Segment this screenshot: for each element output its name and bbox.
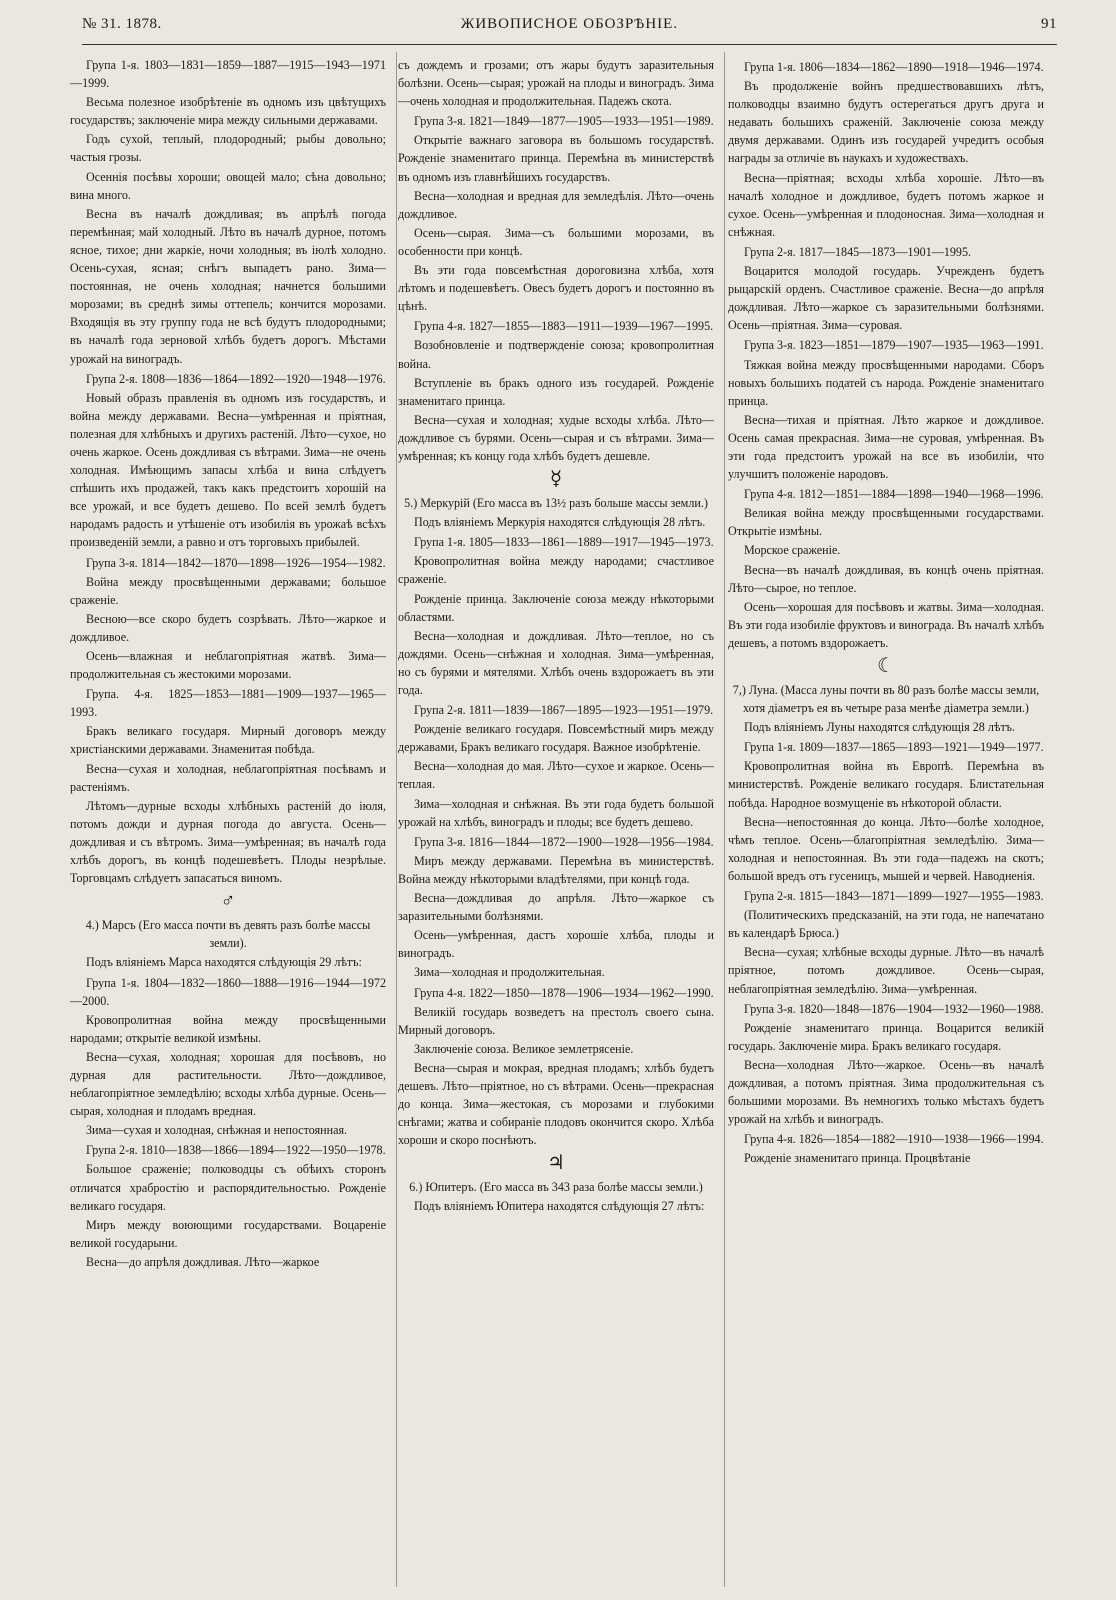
paragraph: Рожденіе знаменитаго принца. Воцарится великій государь. Заключеніе мира. Бракъ великаго государя. (728, 1020, 1044, 1053)
planet-symbol: ♂ (220, 890, 236, 913)
paragraph: Вступленіе въ бракъ одного изъ государей. Рожденіе знаменитаго принца. (398, 375, 714, 408)
group-heading: Група 3-я. 1816—1844—1872—1900—1928—1956—1984. (414, 834, 714, 849)
paragraph: Великая война между просвѣщенными государствами. Открытіе измѣны. (728, 506, 1044, 539)
paragraph: Весна—холодная и вредная для земледѣлія. Лѣто—очень дождливое. (398, 188, 714, 221)
paragraph: Весна—холодная до мая. Лѣто—сухое и жаркое. Осень—теплая. (398, 759, 714, 792)
paragraph: Весна—непостоянная до конца. Лѣто—болѣе холодное, чѣмъ теплое. Осень—благопріятная земледѣлію. Зима—холодная и непостоянная. Въ эти года—падежъ на скотъ; большой вредъ отъ гусеницъ, мышей и червей. Наводненія. (728, 814, 1044, 883)
paragraph: (Политическихъ предсказаній, на эти года, не напечатано въ календарѣ Брюса.) (728, 908, 1044, 941)
paragraph: Бракъ великаго государя. Мирный договоръ между христіанскими державами. Знаменитая побѣда. (70, 724, 386, 757)
text-column-2 (398, 56, 714, 1594)
paragraph: Подъ вліяніемъ Меркурія находятся слѣдующія 28 лѣтъ. (414, 515, 706, 530)
paragraph: Подъ вліяніемъ Марса находятся слѣдующія 29 лѣтъ: (86, 955, 362, 970)
paragraph: Заключеніе союза. Великое землетрясеніе. (414, 1041, 634, 1056)
paragraph: Новый образъ правленія въ одномъ изъ государствъ, и война между державами. Весна—умѣренная и пріятная, полезная для хлѣбныхъ и другихъ растеній. Лѣто—сухое, но очень жаркое. Осень дождливая съ вѣтрами. Зима—не очень холодная. Имѣющимъ запасы хлѣба и вина слѣдуетъ спѣшить ихъ продажей, такъ какъ предстоитъ хорошій на все урожай, и все будетъ дешево. По всей землѣ будетъ народамъ радость и утѣшеніе отъ изобилія въ урожаѣ всѣхъ произведеній земли, а равно и отъ торговыхъ прибылей. (70, 390, 386, 550)
paragraph: Большое сраженіе; полководцы съ обѣихъ сторонъ отличатся храбростію и распорядительностью. Рожденіе великаго государя. (70, 1162, 386, 1213)
paragraph: Кровопролитная война между народами; счастливое сраженіе. (398, 554, 714, 587)
group-heading: Група 4-я. 1826—1854—1882—1910—1938—1966—1994. (744, 1132, 1044, 1147)
paragraph: Великій государь возведетъ на престолъ своего сына. Мирный договоръ. (398, 1004, 714, 1037)
paragraph: Зима—холодная и продолжительная. (414, 965, 605, 980)
paragraph: Зима—сухая и холодная, снѣжная и непостоянная. (86, 1123, 348, 1138)
paragraph: Весна—сухая и холодная; худые всходы хлѣба. Лѣто—дождливое съ бурями. Осень—сырая и съ вѣтрами. Зима—умѣренная; къ концу года хлѣбъ будетъ дешевле. (398, 412, 714, 463)
paragraph: Въ эти года повсемѣстная дороговизна хлѣба, хотя лѣтомъ и подешевѣетъ. Овесъ будетъ дорогъ и постоянно въ цѣнѣ. (398, 263, 714, 314)
planet-heading: 7,) Луна. (Масса луны почти въ 80 разъ болѣе массы земли, хотя діаметръ ея въ четыре раза менѣе діаметра земли.) (732, 683, 1040, 716)
paragraph: Весна—холодная Лѣто—жаркое. Осень—въ началѣ дождливая, а потомъ пріятная. Зима продолжительная съ большими морозами. Въ немногихъ только мѣстахъ будетъ урожай на хлѣбъ и виноградъ. (728, 1057, 1044, 1127)
paragraph: Подъ вліяніемъ Юпитера находятся слѣдующія 27 лѣтъ: (414, 1199, 705, 1214)
paragraph: Морское сраженіе. (744, 543, 841, 558)
paragraph: Рожденіе великаго государя. Повсемѣстный миръ между державами, Бракъ великаго государя. Важное изобрѣтеніе. (398, 722, 714, 755)
paragraph: Весна въ началѣ дождливая; въ апрѣлѣ погода перемѣнная; май холодный. Лѣто въ началѣ дурное, потомъ ясное, тихое; дни жаркіе, ночи холодныя; въ іюлѣ холодно. Осень-сухая, ясная; снѣгъ выпадетъ рано. Зима—постоянная, не очень холодная; начнется большими морозами; въ среднѣ зимы оттепель; кончится морозами. Входящія въ эту группу года не всѣ будутъ плодородными; въ началѣ года зерновой хлѣбъ будетъ дорогъ. Мѣстами урожай на виноградъ. (70, 206, 386, 366)
column-divider (724, 52, 725, 1587)
group-heading: Група 2-я. 1808—1836—1864—1892—1920—1948—1976. (86, 371, 386, 386)
group-heading: Група 2-я. 1815—1843—1871—1899—1927—1955—1983. (744, 889, 1044, 904)
publication-title: ЖИВОПИСНОЕ ОБОЗРѢНІЕ. (460, 16, 679, 32)
planet-symbol: ☾ (877, 655, 895, 677)
page-header (82, 16, 1057, 40)
paragraph: Весна—пріятная; всходы хлѣба хорошіе. Лѣто—въ началѣ холодное и дождливое, будетъ потомъ жаркое и сухое. Осень—умѣренная и плодоносная. Зима—холодная и снѣжная. (728, 170, 1044, 239)
paragraph: Тяжкая война между просвѣщенными народами. Сборъ новыхъ большихъ податей съ народа. Рожденіе знаменитаго принца. (728, 357, 1044, 408)
group-heading: Група 1-я. 1806—1834—1862—1890—1918—1946—1974. (744, 60, 1044, 74)
group-heading: Група 2-я. 1810—1838—1866—1894—1922—1950—1978. (86, 1143, 386, 1158)
paragraph: Осень—умѣренная, дастъ хорошіе хлѣба, плоды и виноградъ. (398, 928, 714, 961)
paragraph: Весна—сухая и холодная, неблагопріятная посѣвамъ и растеніямъ. (70, 761, 386, 794)
paragraph: Рожденіе принца. Заключеніе союза между нѣкоторыми областями. (398, 591, 714, 624)
paragraph: Зима—холодная и снѣжная. Въ эти года будетъ большой урожай на хлѣбъ, виноградъ и плоды; все будетъ дешево. (398, 796, 714, 829)
paragraph: Осень—хорошая для посѣвовъ и жатвы. Зима—холодная. Въ эти года изобиліе фруктовъ и винограда. Въ началѣ хлѣбъ дешевъ, а потомъ вздорожаетъ. (728, 599, 1044, 650)
planet-symbol: ♃ (547, 1152, 565, 1175)
paragraph: Весна—въ началѣ дождливая, въ концѣ очень пріятная. Лѣто—сырое, но теплое. (728, 562, 1044, 595)
paragraph: Весьма полезное изобрѣтеніе въ одномъ изъ цвѣтущихъ государствъ; заключеніе мира между сильными державами. (70, 95, 386, 128)
paragraph: Миръ между державами. Перемѣна въ министерствѣ. Война между нѣкоторыми владѣтелями, при концѣ года. (398, 853, 714, 886)
issue-number: № 31. 1878. (82, 16, 162, 32)
paragraph: Воцарится молодой государь. Учрежденъ будетъ рыцарскій орденъ. Счастливое сраженіе. Весна—до апрѣля дождливая. Лѣто—жаркое съ заразительными болѣзнями. Осень—пріятная. Зима—суровая. (728, 264, 1044, 333)
paragraph: Война между просвѣщенными державами; большое сраженіе. (70, 574, 386, 607)
paragraph: Весна—сухая, холодная; хорошая для посѣвовъ, но дурная для растительности. Лѣто—дождливое, неблагопріятное земледѣлію; всходы хлѣба дурные. Осень—сырая, холодная и плодамъ вредная. (70, 1049, 386, 1119)
group-heading: Група 4-я. 1812—1851—1884—1898—1940—1968—1996. (744, 487, 1044, 502)
paragraph: Миръ между воюющими государствами. Воцареніе великой государыни. (70, 1217, 386, 1250)
planet-heading: 4.) Марсъ (Его масса почти въ девять разъ болѣе массы земли). (85, 918, 371, 951)
group-heading: Група 2-я. 1817—1845—1873—1901—1995. (744, 244, 972, 259)
paragraph: Рожденіе знаменитаго принца. Процвѣтаніе (744, 1151, 971, 1166)
paragraph: Осень—сырая. Зима—съ большими морозами, въ особенности при концѣ. (398, 225, 714, 258)
paragraph: Група 1-я. 1803—1831—1859—1887—1915—1943—1971—1999. (70, 58, 386, 91)
group-heading: Група 1-я. 1809—1837—1865—1893—1921—1949—1977. (744, 740, 1044, 755)
paragraph: Годъ сухой, теплый, плодородный; рыбы довольно; частыя грозы. (70, 132, 386, 165)
group-heading: Група 3-я. 1823—1851—1879—1907—1935—1963—1991. (744, 338, 1044, 353)
paragraph: Кровопролитная война между просвѣщенными народами; открытіе великой измѣны. (70, 1012, 386, 1045)
planet-heading: 5.) Меркурій (Его масса въ 13½ разъ больше массы земли.) (404, 496, 708, 511)
paragraph: Подъ вліяніемъ Луны находятся слѣдующія 28 лѣтъ. (744, 720, 1016, 735)
paragraph: Кровопролитная война въ Европѣ. Перемѣна въ министерствѣ. Рожденіе великаго государя. Блистательная побѣда. Народное возмущеніе въ нѣкоторой области. (728, 759, 1044, 810)
paragraph: Весна—тихая и пріятная. Лѣто жаркое и дождливое. Осень самая прекрасная. Зима—не суровая, умѣренная. Въ эти года предстоитъ урожай на все въ изобиліи, что улучшитъ положеніе народовъ. (728, 412, 1044, 482)
group-heading: Група 3-я. 1814—1842—1870—1898—1926—1954—1982. (86, 555, 386, 570)
group-heading: Група 1-я. 1805—1833—1861—1889—1917—1945—1973. (414, 535, 714, 550)
paragraph: Весна—сухая; хлѣбные всходы дурные. Лѣто—въ началѣ пріятное, потомъ дождливое. Осень—сырая, неблагопріятная земледѣлію. Зима—умѣренная. (728, 945, 1044, 996)
text-column-1 (70, 56, 386, 1594)
group-heading: Група 3-я. 1821—1849—1877—1905—1933—1951—1989. (414, 114, 714, 129)
paragraph: Осень—влажная и неблагопріятная жатвѣ. Зима—продолжительная съ жестокими морозами. (70, 649, 386, 682)
group-heading: Група 2-я. 1811—1839—1867—1895—1923—1951—1979. (414, 703, 714, 718)
paragraph: Въ продолженіе войнъ предшествовавшихъ лѣтъ, полководцы взаимно будутъ остерегаться другъ друга и недавать большихъ сраженій. Заключеніе союза между двумя державами. Одинъ изъ государей учредитъ особыя награды за отличіе въ наукахъ и художествахъ. (728, 79, 1044, 166)
text-column-3 (728, 56, 1044, 1594)
paragraph: Осеннія посѣвы хороши; овощей мало; сѣна довольно; вина много. (70, 169, 386, 202)
planet-heading: 6.) Юпитеръ. (Его масса въ 343 раза болѣе массы земли.) (409, 1180, 703, 1195)
paragraph: Весною—все скоро будетъ созрѣвать. Лѣто—жаркое и дождливое. (70, 611, 386, 644)
group-heading: Група 4-я. 1822—1850—1878—1906—1934—1962—1990. (414, 985, 714, 1000)
paragraph: Весна—холодная и дождливая. Лѣто—теплое, но съ дождями. Осень—снѣжная и холодная. Зима—умѣренная, но съ бурями и мятелями. Хлѣбъ очень вздорожаетъ въ эти года. (398, 628, 714, 697)
header-rule (82, 44, 1057, 45)
paragraph-continued: съ дождемъ и грозами; отъ жары будутъ заразительныя болѣзни. Осень—сырая; урожай на плоды и виноградъ. Зима—очень холодная и продолжительная. Падежъ скота. (398, 58, 714, 109)
paragraph: Лѣтомъ—дурные всходы хлѣбныхъ растеній до іюля, потомъ дожди и дурная погода до августа. Осень—дождливая и съ вѣтромъ. Зима—умѣренная; въ началѣ года хлѣбъ дорогъ, въ концѣ подешевѣетъ. Плоды незрѣлые. Торговцамъ слѣдуетъ запасаться виномъ. (70, 798, 386, 886)
paragraph: Возобновленіе и подтвержденіе союза; кровопролитная война. (398, 338, 714, 371)
group-heading: Група 4-я. 1827—1855—1883—1911—1939—1967—1995. (414, 319, 714, 334)
paragraph: Весна—до апрѣля дождливая. Лѣто—жаркое (86, 1254, 320, 1269)
group-heading: Група 3-я. 1820—1848—1876—1904—1932—1960—1988. (744, 1001, 1044, 1016)
paragraph: Весна—сырая и мокрая, вредная плодамъ; хлѣбъ будетъ дешевъ. Лѣто—пріятное, но съ вѣтрами. Осень—прекрасная до конца. Зима—жестокая, съ морозами и глубокими снѣгами; жатва и собираніе плодовъ окончится скоро. Хлѣба хороши и скоро поснѣютъ. (398, 1060, 714, 1148)
paragraph: Открытіе важнаго заговора въ большомъ государствѣ. Рожденіе знаменитаго принца. Перемѣна въ министерствѣ въ одномъ изъ главнѣйшихъ государствъ. (398, 133, 714, 184)
paragraph: Весна—дождливая до апрѣля. Лѣто—жаркое съ заразительными болѣзнями. (398, 891, 714, 924)
column-divider (396, 52, 397, 1587)
group-heading: Група. 4-я. 1825—1853—1881—1909—1937—1965—1993. (70, 687, 386, 720)
planet-symbol: ☿ (549, 468, 563, 491)
group-heading: Група 1-я. 1804—1832—1860—1888—1916—1944—1972—2000. (70, 975, 386, 1008)
page-number: 91 (1041, 16, 1057, 32)
